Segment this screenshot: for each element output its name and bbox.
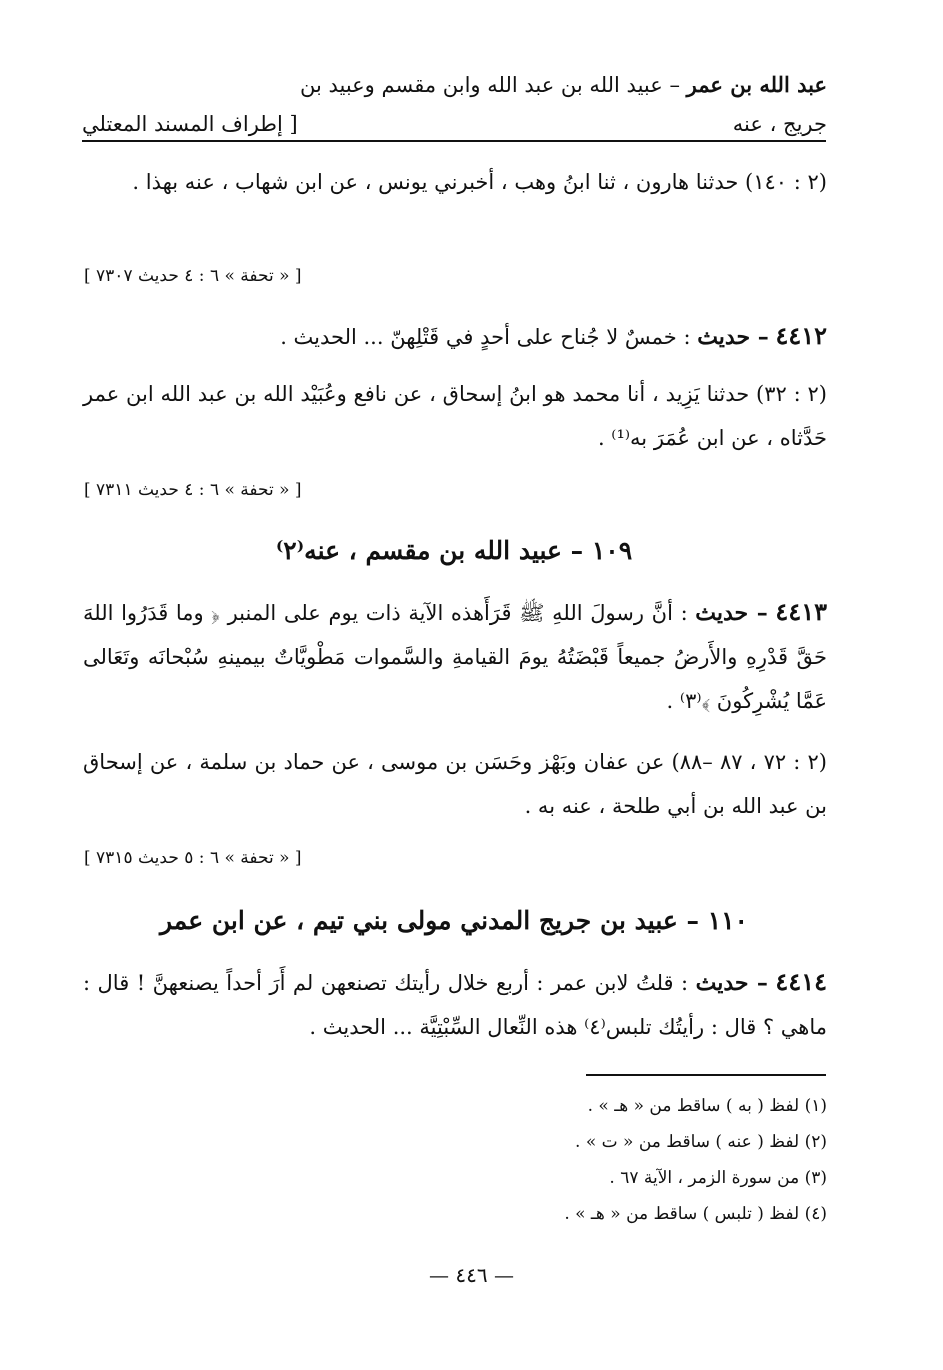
tuhfa-reference-2	[84, 480, 302, 500]
hadith-text: : خمسٌ لا جُناح على أحدٍ في قَتْلِهنّ ... الحديث .	[280, 325, 691, 349]
footnote-3: (٣) من سورة الزمر ، الآية ٦٧ .	[609, 1168, 827, 1188]
hadith-keyword: – حديث	[697, 324, 769, 350]
footnote-2: (٢) لفظ ( عنه ) ساقط من « ت » .	[575, 1132, 827, 1152]
hadith-keyword: – حديث	[695, 970, 768, 996]
tuhfa-reference-1	[84, 266, 302, 286]
header-bold-name: عبد الله بن عمر	[686, 72, 827, 97]
hadith-number: ٤٤١٢	[775, 321, 827, 350]
header-subtitle: جريج ، عنه	[732, 112, 827, 136]
running-header-title	[107, 72, 827, 97]
tuhfa-reference-3	[84, 848, 302, 868]
hadith-number: ٤٤١٣	[775, 597, 827, 626]
isnad-paragraph-2: (٢ : ٣٢) حدثنا يَزِيد ، أنا محمد هو ابنُ إسحاق ، عن نافع وعُبَيْد الله بن عبد الله ابن عمر حَدَّثاه ، عن ابن عُمَرَ به⁽¹⁾ .	[83, 382, 827, 450]
footnote-4: (٤) لفظ ( تلبس ) ساقط من « هـ » .	[564, 1204, 827, 1224]
chapter-heading-110: ١١٠ – عبيد بن جريج المدني مولى بني تيم ، عن ابن عمر	[160, 906, 748, 935]
isnad-paragraph-3: (٢ : ٧٢ ، ٨٧ –٨٨) عن عفان وبَهْز وحَسَن بن موسى ، عن حماد بن سلمة ، عن إسحاق بن عبد الله بن أبي طلحة ، عنه به .	[83, 750, 827, 818]
footnote-1: (١) لفظ ( به ) ساقط من « هـ » .	[587, 1096, 827, 1116]
footnote-rule	[586, 1074, 826, 1076]
tuhfa-reference-2-text: [ « تحفة » ٦ : ٤ حديث ٧٣١١ ]	[84, 480, 302, 500]
hadith-text: : قلتُ لابن عمر : أربع خلال رأيتك تصنعهن لم أَرَ أحداً يصنعهنَّ ! قال : ماهي ؟ قال : رأيتُك تلبس⁽٤⁾ هذه النِّعال السِّبْتِيَّة ... الحديث .	[83, 971, 827, 1039]
page-number: — ٤٤٦ —	[429, 1263, 514, 1287]
hadith-4414	[83, 960, 827, 1049]
header-title-rest: – عبيد الله بن عبد الله وابن مقسم وعبيد بن	[299, 73, 680, 97]
chapter-heading-109: ١٠٩ – عبيد الله بن مقسم ، عنه⁽٢⁾	[275, 536, 633, 565]
tuhfa-reference-1-text: [ « تحفة » ٦ : ٤ حديث ٧٣٠٧ ]	[84, 266, 302, 286]
hadith-text: : أنَّ رسولَ اللهِ ﷺ قَرَأَهذه الآية ذات يوم على المنبر ﴿ وما قَدَرُوا اللهَ حَقَّ قَدْرِهِ والأَرضُ جميعاً قَبْضَتُهُ يومَ القيامةِ والسَّموات مَطْويَّاتٌ بيمينهِ سُبْحانَه وتَعَالى عَمَّا يُشْرِكُونَ ﴾⁽٣⁾ .	[83, 601, 827, 713]
hadith-number: ٤٤١٤	[775, 967, 827, 996]
header-rule	[82, 140, 826, 142]
isnad-paragraph-1: (٢ : ١٤٠) حدثنا هارون ، ثنا ابنُ وهب ، أخبرني يونس ، عن ابن شهاب ، عنه بهذا .	[132, 170, 827, 194]
hadith-keyword: – حديث	[695, 600, 768, 626]
hadith-4413	[83, 590, 827, 723]
hadith-4412	[83, 314, 827, 359]
tuhfa-reference-3-text: [ « تحفة » ٦ : ٥ حديث ٧٣١٥ ]	[84, 848, 302, 868]
header-book-title: [ إطراف المسند المعتلي	[82, 112, 298, 136]
